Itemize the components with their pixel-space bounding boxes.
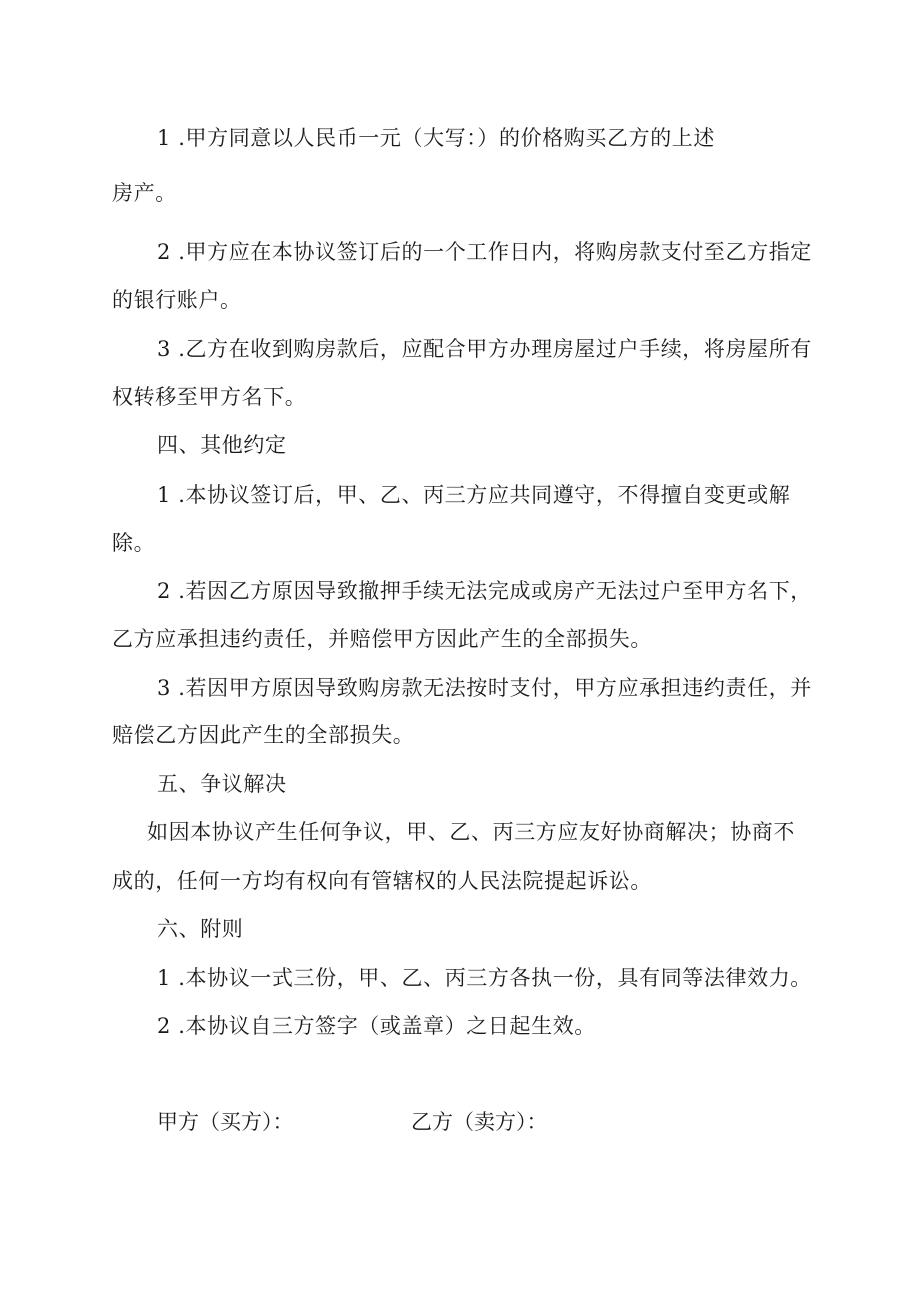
s4-item3-line1: 3 .若因甲方原因导致购房款无法按时支付，甲方应承担违约责任，并 — [157, 676, 812, 700]
s5-body-line2: 成的，任何一方均有权向有管辖权的人民法院提起诉讼。 — [112, 869, 652, 893]
s4-item3-line2: 赔偿乙方因此产生的全部损失。 — [112, 723, 415, 747]
s6-item1: 1 .本协议一式三份，甲、乙、丙三方各执一份，具有同等法律效力。 — [157, 966, 812, 990]
s4-item1-line2: 除。 — [112, 531, 156, 555]
s3-item2-line2: 的银行账户。 — [112, 288, 242, 312]
s4-item1-line1: 1 .本协议签订后，甲、乙、丙三方应共同遵守，不得擅自变更或解 — [157, 483, 791, 507]
s3-item1-line2: 房产。 — [112, 181, 177, 205]
section-heading-appendix: 六、附则 — [157, 917, 244, 941]
s3-item2-line1: 2 .甲方应在本协议签订后的一个工作日内，将购房款支付至乙方指定 — [157, 240, 812, 264]
section-heading-dispute: 五、争议解决 — [157, 772, 287, 796]
section-heading-other: 四、其他约定 — [157, 433, 287, 457]
s3-item1-line1: 1 .甲方同意以人民币一元（大写：）的价格购买乙方的上述 — [157, 126, 716, 150]
s3-item3-line1: 3 .乙方在收到购房款后，应配合甲方办理房屋过户手续，将房屋所有 — [157, 337, 812, 361]
s4-item2-line2: 乙方应承担违约责任，并赔偿甲方因此产生的全部损失。 — [112, 627, 652, 651]
s6-item2: 2 .本协议自三方签字（或盖章）之日起生效。 — [157, 1014, 596, 1038]
s5-body-line1: 如因本协议产生任何争议，甲、乙、丙三方应友好协商解决；协商不 — [147, 820, 795, 844]
s3-item3-line2: 权转移至甲方名下。 — [112, 385, 307, 409]
signature-party-a: 甲方（买方）： — [157, 1110, 294, 1134]
signature-party-b: 乙方（卖方）： — [411, 1110, 548, 1134]
s4-item2-line1: 2 .若因乙方原因导致撤押手续无法完成或房产无法过户至甲方名下， — [157, 579, 812, 603]
